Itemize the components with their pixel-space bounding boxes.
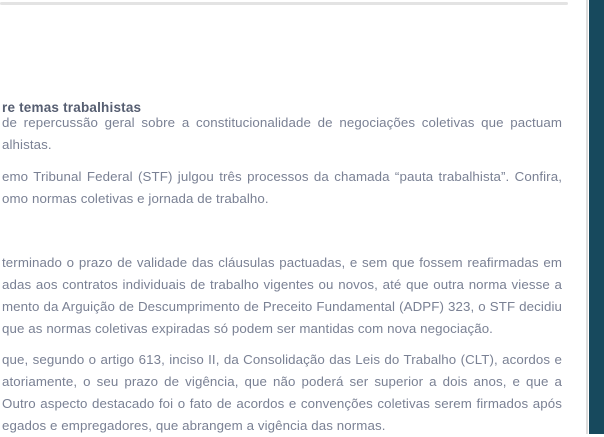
text-line: terminado o prazo de validade das cláusulas pactuadas, e sem que fossem reafirmadas em	[2, 255, 562, 270]
paragraph	[2, 166, 562, 210]
text-line: mento da Arguição de Descumprimento de Preceito Fundamental (ADPF) 323, o STF decidiu	[2, 299, 562, 314]
paragraph	[2, 349, 562, 437]
paragraph	[2, 112, 562, 156]
top-divider-rule	[0, 2, 568, 5]
text-line: que as normas coletivas expiradas só podem ser mantidas com nova negociação.	[2, 321, 493, 336]
text-line: que, segundo o artigo 613, inciso II, da Consolidação das Leis do Trabalho (CLT), acordos e	[2, 352, 562, 367]
text-line: atoriamente, o seu prazo de vigência, que não poderá ser superior a dois anos, e que a	[2, 374, 562, 389]
paragraph	[2, 252, 562, 340]
text-line: omo normas coletivas e jornada de trabalho.	[2, 191, 269, 206]
text-line: adas aos contratos individuais de trabalho vigentes ou novos, até que outra norma viesse a	[2, 277, 562, 292]
article-heading: re temas trabalhistas	[2, 100, 142, 116]
text-line: Outro aspecto destacado foi o fato de acordos e convenções coletivas serem firmados após	[2, 396, 562, 411]
text-line: egados e empregadores, que abrangem a vigência das normas.	[2, 418, 386, 433]
text-line: de repercussão geral sobre a constitucionalidade de negociações coletivas que pactuam	[2, 115, 562, 130]
content-edge-divider	[586, 0, 588, 434]
side-panel	[589, 0, 604, 434]
text-line: alhistas.	[2, 137, 52, 152]
text-line: emo Tribunal Federal (STF) julgou três processos da chamada “pauta trabalhista”. Confira,	[2, 169, 562, 184]
